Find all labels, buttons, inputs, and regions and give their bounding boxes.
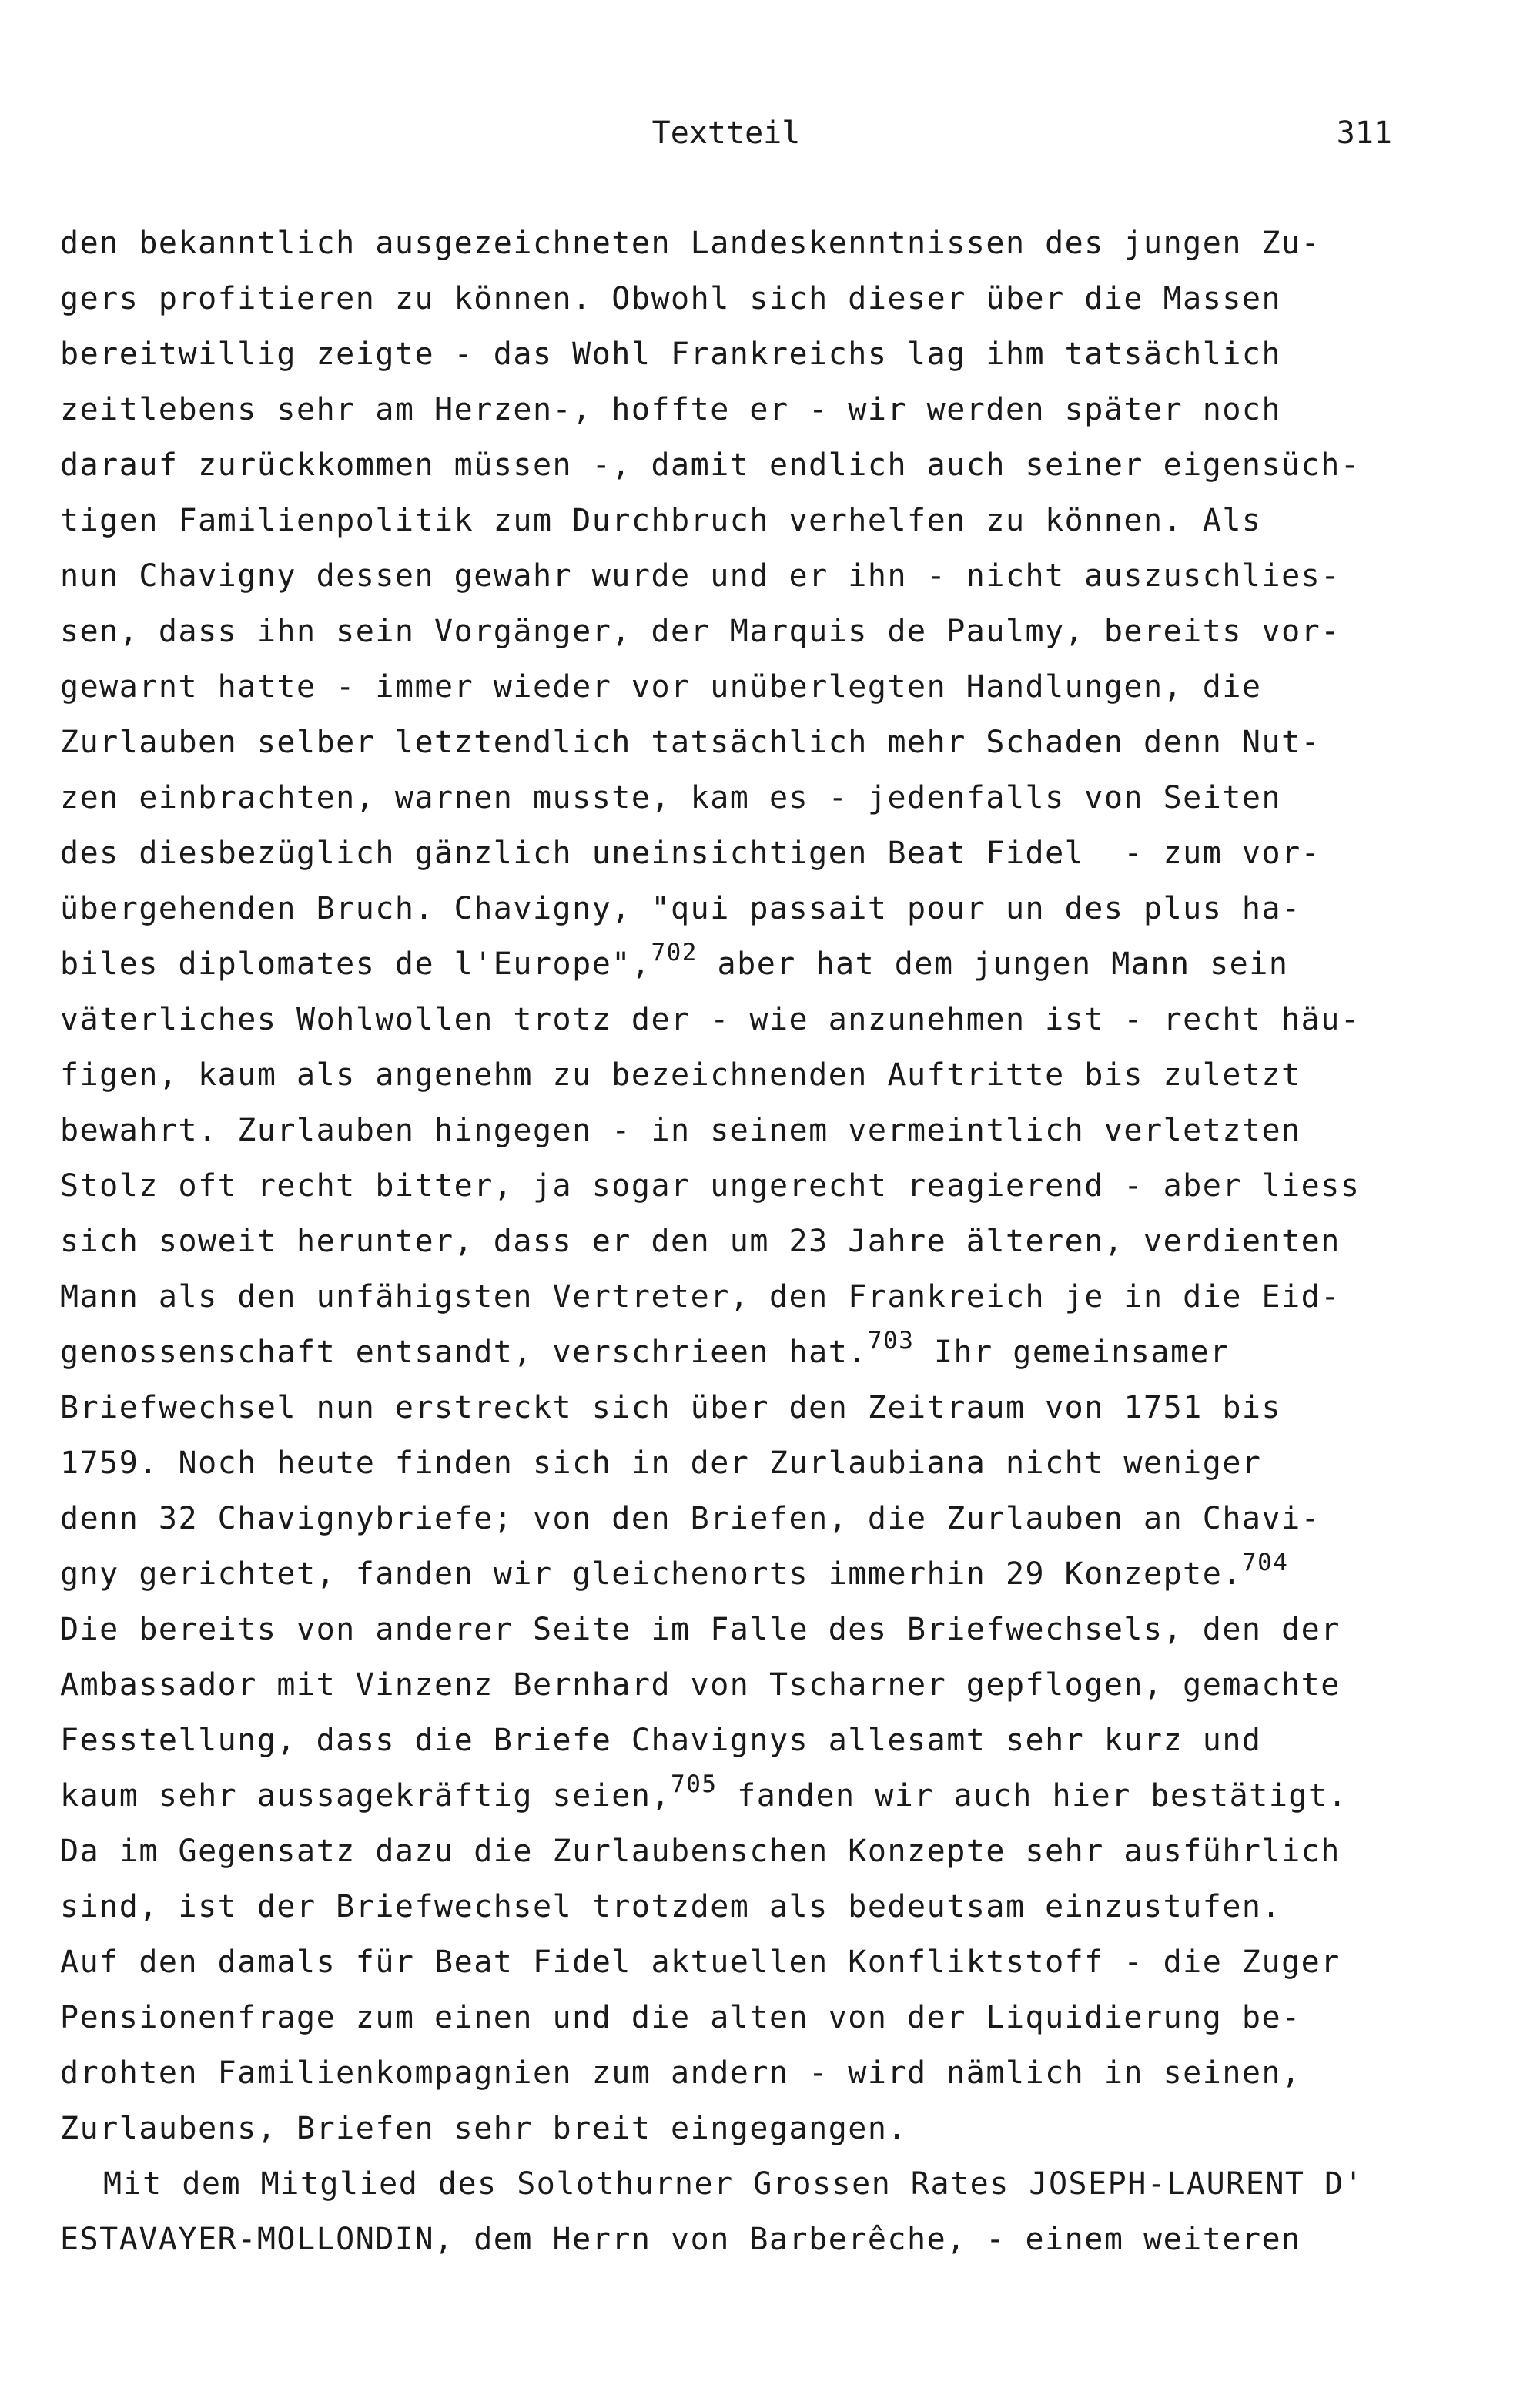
text-line: Da im Gegensatz dazu die Zurlaubenschen Konzepte sehr ausführlich <box>60 1834 1341 1869</box>
text-line: figen, kaum als angenehm zu bezeichnenden Auftritte bis zuletzt <box>60 1057 1301 1093</box>
text-line: Fesstellung, dass die Briefe Chavignys allesamt sehr kurz und <box>60 1723 1262 1758</box>
text-line: Zurlaubens, Briefen sehr breit eingegangen. <box>60 2111 908 2146</box>
page-header <box>60 112 1392 155</box>
text-line: denn 32 Chavignybriefe; von den Briefen, die Zurlauben an Chavi- <box>60 1501 1321 1536</box>
text-line: sind, ist der Briefwechsel trotzdem als bedeutsam einzustufen. <box>60 1889 1282 1924</box>
text-line: tigen Familienpolitik zum Durchbruch verhelfen zu können. Als <box>60 503 1262 538</box>
text-line: zeitlebens sehr am Herzen-, hoffte er - wir werden später noch <box>60 392 1282 427</box>
text-line: zen einbrachten, warnen musste, kam es - jedenfalls von Seiten <box>60 780 1282 816</box>
text-line <box>60 936 1469 992</box>
text-segment: aber hat dem jungen Mann sein <box>697 946 1289 982</box>
text-line: gers profitieren zu können. Obwohl sich dieser über die Massen <box>60 281 1282 317</box>
text-line: gewarnt hatte - immer wieder vor unüberlegten Handlungen, die <box>60 669 1262 705</box>
text-segment: fanden wir auch hier bestätigt. <box>717 1778 1348 1814</box>
text-line: 1759. Noch heute finden sich in der Zurlaubiana nicht weniger <box>60 1445 1262 1481</box>
text-line: drohten Familienkompagnien zum andern - wird nämlich in seinen, <box>60 2055 1301 2091</box>
text-line: bewahrt. Zurlauben hingegen - in seinem vermeintlich verletzten <box>60 1113 1301 1148</box>
text-line: Mann als den unfähigsten Vertreter, den Frankreich je in die Eid- <box>60 1279 1341 1315</box>
text-line: darauf zurückkommen müssen -, damit endlich auch seiner eigensüch- <box>60 447 1361 483</box>
text-line: nun Chavigny dessen gewahr wurde und er ihn - nicht auszuschlies- <box>60 558 1341 594</box>
text-line: sich soweit herunter, dass er den um 23 Jahre älteren, verdienten <box>60 1224 1341 1259</box>
text-line: übergehenden Bruch. Chavigny, "qui passait pour un des plus ha- <box>60 891 1301 926</box>
text-line: des diesbezüglich gänzlich uneinsichtigen Beat Fidel - zum vor- <box>60 836 1321 871</box>
text-line: Briefwechsel nun erstreckt sich über den Zeitraum von 1751 bis <box>60 1390 1282 1425</box>
text-segment: kaum sehr aussagekräftig seien, <box>60 1778 671 1814</box>
text-line: Stolz oft recht bitter, ja sogar ungerecht reagierend - aber liess <box>60 1168 1361 1204</box>
text-segment: Ihr gemeinsamer <box>914 1335 1230 1370</box>
footnote-marker: 704 <box>1241 1548 1289 1576</box>
running-title: Textteil <box>651 116 801 151</box>
text-line: Ambassador mit Vinzenz Bernhard von Tscharner gepflogen, gemachte <box>60 1667 1341 1703</box>
footnote-marker: 705 <box>671 1770 718 1798</box>
text-segment: biles diplomates de l'Europe", <box>60 946 651 982</box>
text-line <box>60 1325 1469 1380</box>
footnote-marker: 703 <box>867 1326 915 1355</box>
text-line: Die bereits von anderer Seite im Falle des Briefwechsels, den der <box>60 1612 1341 1647</box>
body-text <box>60 216 1469 2267</box>
text-line: ESTAVAYER-MOLLONDIN, dem Herrn von Barberêche, - einem weiteren <box>60 2222 1301 2257</box>
text-line <box>60 1546 1469 1602</box>
text-line: Auf den damals für Beat Fidel aktuellen Konfliktstoff - die Zuger <box>60 1944 1341 1980</box>
text-line: väterliches Wohlwollen trotz der - wie anzunehmen ist - recht häu- <box>60 1002 1361 1037</box>
text-segment: genossenschaft entsandt, verschrieen hat. <box>60 1335 868 1370</box>
text-line: den bekanntlich ausgezeichneten Landeskenntnissen des jungen Zu- <box>60 226 1321 261</box>
text-segment: gny gerichtet, fanden wir gleichenorts immerhin 29 Konzepte. <box>60 1556 1242 1592</box>
text-line: Pensionenfrage zum einen und die alten von der Liquidierung be- <box>60 2000 1301 2035</box>
text-line <box>60 1768 1469 1824</box>
text-segment: Mit dem Mitglied des Solothurner Grossen Rates JOSEPH-LAURENT D' <box>103 2166 1364 2202</box>
text-line <box>60 2156 1469 2212</box>
text-line: sen, dass ihn sein Vorgänger, der Marquis de Paulmy, bereits vor- <box>60 614 1341 649</box>
footnote-marker: 702 <box>651 938 698 966</box>
text-line: bereitwillig zeigte - das Wohl Frankreichs lag ihm tatsächlich <box>60 337 1282 372</box>
page-number: 311 <box>1336 116 1392 151</box>
text-line: Zurlauben selber letztendlich tatsächlich mehr Schaden denn Nut- <box>60 725 1321 760</box>
